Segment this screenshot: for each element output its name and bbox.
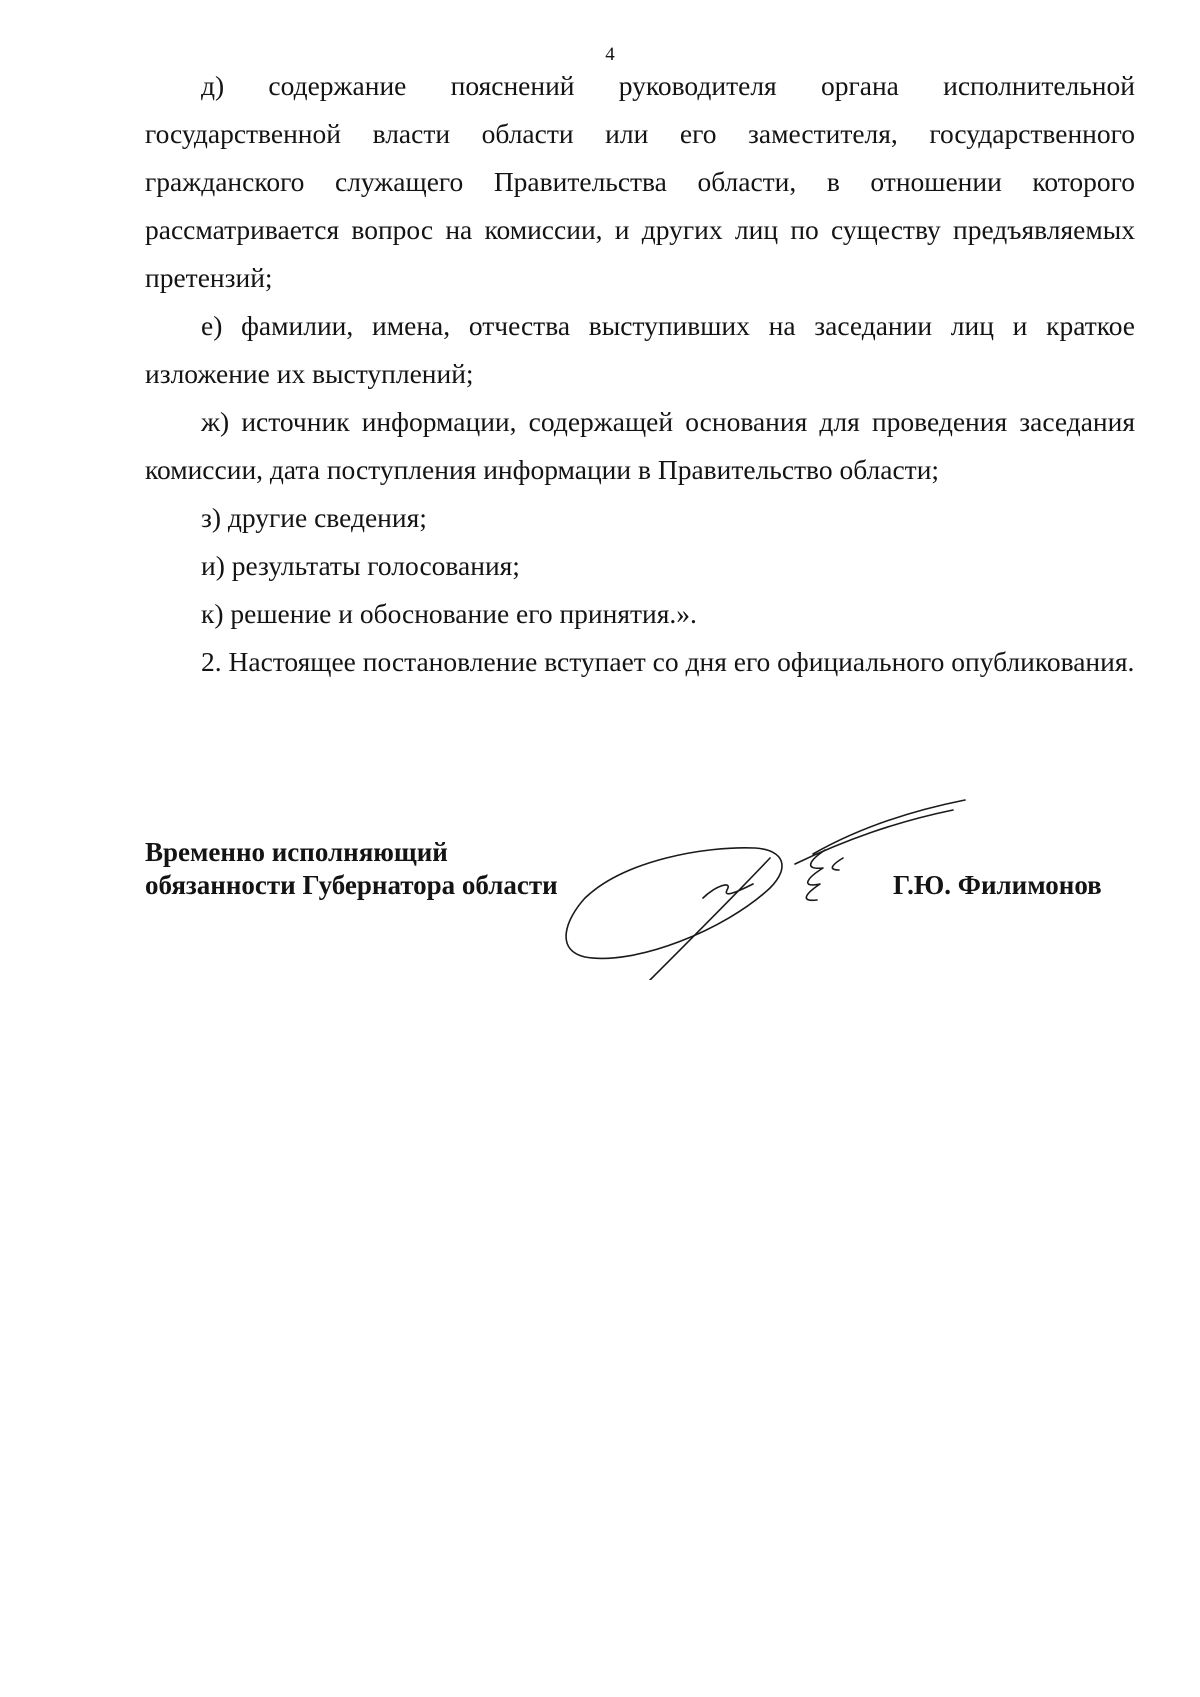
paragraph-d: д) содержание пояснений руководителя органа исполнительной государственной власти области или его заместителя, государственного гражданского служащего Правительства области, в отношении которого рассматривается вопрос на комиссии, и других лиц по существу предъявляемых претензий; [145,70,1135,293]
handwritten-signature-icon [555,780,975,980]
paragraph-z: з) другие сведения; [201,502,427,533]
paragraph-i: и) результаты голосования; [201,550,520,581]
signatory-position-line1: Временно исполняющий [145,837,448,867]
paragraph-2: 2. Настоящее постановление вступает со дня его официального опубликования. [201,646,1135,677]
signatory-position-line2: обязанности Губернатора области [145,870,558,900]
document-body [145,62,1135,686]
paragraph-k: к) решение и обоснование его принятия.». [201,598,697,629]
paragraph-e: е) фамилии, имена, отчества выступивших на заседании лиц и краткое изложение их выступлений; [145,310,1135,389]
signatory-name: Г.Ю. Филимонов [893,870,1102,900]
paragraph-zh: ж) источник информации, содержащей основания для проведения заседания комиссии, дата поступления информации в Правительство области; [145,406,1135,485]
page-number: 4 [605,44,615,65]
signatory-position [145,836,558,902]
